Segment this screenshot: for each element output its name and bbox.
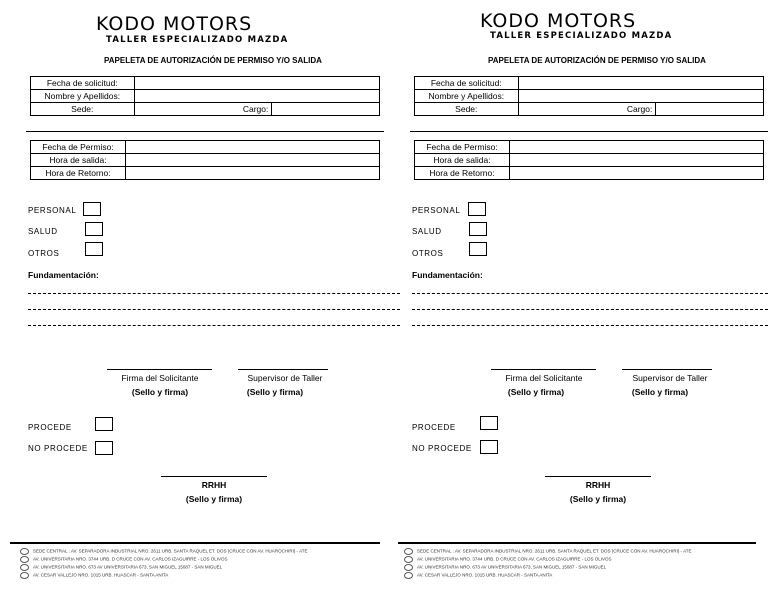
mazda-logo-icon [404, 548, 413, 555]
decision-checkbox-no-procede[interactable] [95, 441, 113, 455]
fundamentacion-label: Fundamentación: [412, 270, 483, 280]
brand-logo-title: KODO MOTORS [480, 10, 637, 32]
rrhh-seal: (Sello y firma) [185, 494, 243, 504]
decision-checkbox-procede[interactable] [480, 416, 498, 430]
mazda-logo-icon [20, 556, 29, 563]
rrhh-label: RRHH [201, 480, 227, 490]
mazda-logo-icon [404, 572, 413, 579]
decision-label-no-procede: NO PROCEDE [28, 444, 88, 453]
signature-line-solicitante[interactable] [107, 369, 212, 370]
footer-address: AV. UNIVERSITARIA NRO. 3744 URB. D CRUCE CON AV. CARLOS IZAGUIRRE - LOS OLIVOS [404, 556, 611, 563]
reason-label-otros: OTROS [28, 249, 60, 258]
permit-form-right [384, 0, 768, 594]
label-hora-retorno: Hora de Retorno: [31, 167, 126, 180]
permit-table [414, 140, 764, 180]
field-nombre[interactable] [134, 90, 379, 103]
fundamentacion-line[interactable] [412, 309, 768, 310]
reason-label-personal: PERSONAL [28, 206, 77, 215]
fundamentacion-label: Fundamentación: [28, 270, 99, 280]
field-fecha-solicitud[interactable] [134, 77, 379, 90]
label-cargo: Cargo: [518, 103, 656, 116]
signature-seal-supervisor: (Sello y firma) [246, 387, 304, 397]
signature-label-supervisor: Supervisor de Taller [632, 373, 708, 383]
field-fecha-permiso[interactable] [510, 141, 764, 154]
brand-logo-title: KODO MOTORS [96, 13, 253, 35]
fundamentacion-line[interactable] [28, 309, 400, 310]
field-fecha-solicitud[interactable] [518, 77, 763, 90]
footer-address: SEDE CENTRAL : AV. SEPARADORA INDUSTRIAL NRO. 2611 URB. SANTA RAQUEL ET. DOS (CRUCE CON AV. HUAROCHIRI) - ATE [404, 548, 691, 555]
document-title: PAPELETA DE AUTORIZACIÓN DE PERMISO Y/O SALIDA [488, 56, 706, 65]
reason-checkbox-personal[interactable] [468, 202, 486, 216]
reason-checkbox-personal[interactable] [83, 202, 101, 216]
signature-line-supervisor[interactable] [238, 369, 328, 370]
signature-seal-supervisor: (Sello y firma) [631, 387, 689, 397]
signature-label-solicitante: Firma del Solicitante [121, 373, 199, 383]
fundamentacion-line[interactable] [28, 293, 400, 294]
decision-label-no-procede: NO PROCEDE [412, 444, 472, 453]
decision-checkbox-procede[interactable] [95, 417, 113, 431]
mazda-logo-icon [20, 548, 29, 555]
mazda-logo-icon [404, 556, 413, 563]
rrhh-seal: (Sello y firma) [569, 494, 627, 504]
label-nombre: Nombre y Apellidos: [415, 90, 519, 103]
brand-logo-tagline: TALLER ESPECIALIZADO MAZDA [490, 31, 673, 41]
mazda-logo-icon [404, 564, 413, 571]
decision-label-procede: PROCEDE [412, 423, 456, 432]
request-table [414, 76, 764, 116]
label-cargo: Cargo: [134, 103, 272, 116]
label-fecha-solicitud: Fecha de solicitud: [31, 77, 135, 90]
signature-label-solicitante: Firma del Solicitante [505, 373, 583, 383]
permit-table [30, 140, 380, 180]
reason-checkbox-salud[interactable] [85, 222, 103, 236]
footer-address: AV. CESAR VALLEJO NRO. 1015 URB. HUASCAR - SANTA ANITA [20, 572, 168, 579]
footer-address: SEDE CENTRAL : AV. SEPARADORA INDUSTRIAL NRO. 2611 URB. SANTA RAQUEL ET. DOS (CRUCE CON AV. HUAROCHIRI) - ATE [20, 548, 307, 555]
label-sede: Sede: [415, 103, 519, 116]
footer-divider [398, 542, 756, 544]
reason-checkbox-otros[interactable] [469, 242, 487, 256]
reason-checkbox-salud[interactable] [469, 222, 487, 236]
label-hora-salida: Hora de salida: [31, 154, 126, 167]
fundamentacion-line[interactable] [412, 325, 768, 326]
signature-line-rrhh[interactable] [161, 476, 267, 477]
signature-seal-solicitante: (Sello y firma) [131, 387, 189, 397]
footer-address: AV. UNIVERSITARIA NRO. 673 AV UNIVERSITARIA 673, SAN MIGUEL 15087 - SAN MIGUEL [20, 564, 222, 571]
section-divider [410, 131, 768, 132]
signature-line-rrhh[interactable] [545, 476, 651, 477]
reason-label-salud: SALUD [28, 227, 58, 236]
decision-checkbox-no-procede[interactable] [480, 440, 498, 454]
reason-checkbox-otros[interactable] [85, 242, 103, 256]
reason-label-salud: SALUD [412, 227, 442, 236]
section-divider [26, 131, 384, 132]
brand-logo-tagline: TALLER ESPECIALIZADO MAZDA [106, 35, 289, 45]
field-nombre[interactable] [518, 90, 763, 103]
request-table [30, 76, 380, 116]
signature-seal-solicitante: (Sello y firma) [507, 387, 565, 397]
footer-divider [10, 542, 380, 544]
fundamentacion-line[interactable] [28, 325, 400, 326]
signature-line-supervisor[interactable] [622, 369, 712, 370]
label-nombre: Nombre y Apellidos: [31, 90, 135, 103]
signature-label-supervisor: Supervisor de Taller [247, 373, 323, 383]
signature-line-solicitante[interactable] [491, 369, 596, 370]
label-sede: Sede: [31, 103, 135, 116]
decision-label-procede: PROCEDE [28, 423, 72, 432]
reason-label-personal: PERSONAL [412, 206, 461, 215]
label-fecha-solicitud: Fecha de solicitud: [415, 77, 519, 90]
document-title: PAPELETA DE AUTORIZACIÓN DE PERMISO Y/O SALIDA [104, 56, 322, 65]
footer-address: AV. UNIVERSITARIA NRO. 673 AV UNIVERSITARIA 673, SAN MIGUEL 15087 - SAN MIGUEL [404, 564, 606, 571]
rrhh-label: RRHH [585, 480, 611, 490]
mazda-logo-icon [20, 572, 29, 579]
field-fecha-permiso[interactable] [126, 141, 380, 154]
reason-label-otros: OTROS [412, 249, 444, 258]
label-fecha-permiso: Fecha de Permiso: [31, 141, 126, 154]
footer-address: AV. CESAR VALLEJO NRO. 1015 URB. HUASCAR - SANTA ANITA [404, 572, 552, 579]
field-hora-salida[interactable] [510, 154, 764, 167]
footer-address: AV. UNIVERSITARIA NRO. 3744 URB. D CRUCE CON AV. CARLOS IZAGUIRRE - LOS OLIVOS [20, 556, 227, 563]
label-hora-salida: Hora de salida: [415, 154, 510, 167]
label-hora-retorno: Hora de Retorno: [415, 167, 510, 180]
label-fecha-permiso: Fecha de Permiso: [415, 141, 510, 154]
mazda-logo-icon [20, 564, 29, 571]
field-cargo[interactable] [656, 103, 764, 116]
fundamentacion-line[interactable] [412, 293, 768, 294]
field-hora-retorno[interactable] [126, 167, 380, 180]
field-hora-retorno[interactable] [510, 167, 764, 180]
field-cargo[interactable] [272, 103, 380, 116]
field-hora-salida[interactable] [126, 154, 380, 167]
